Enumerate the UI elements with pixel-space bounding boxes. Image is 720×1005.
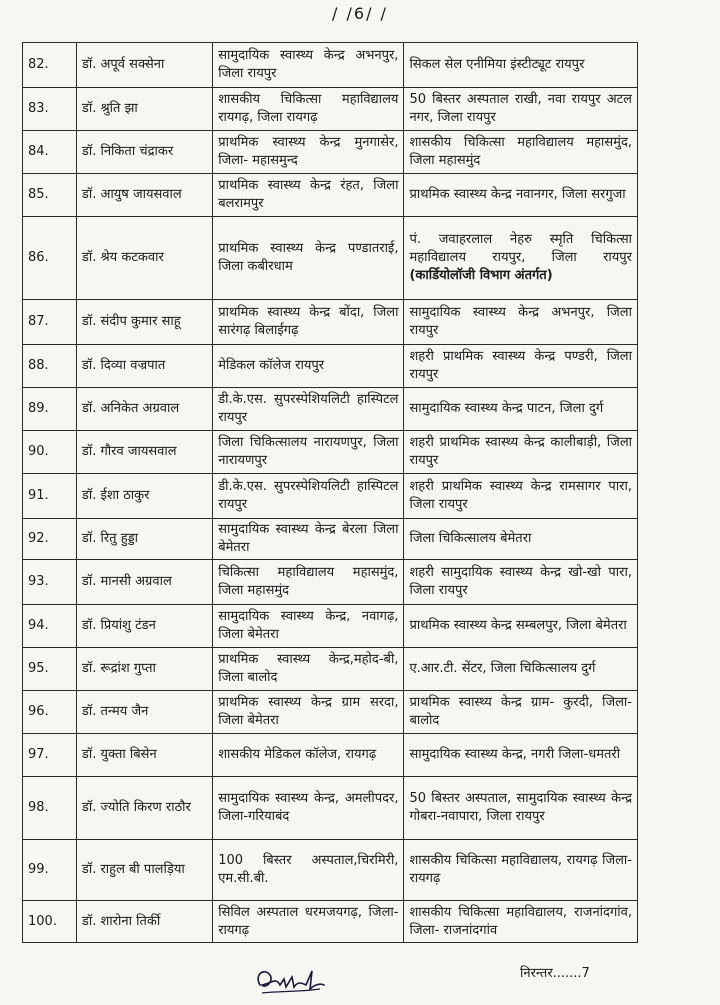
- current-posting: शासकीय मेडिकल कॉलेज, रायगढ़: [213, 734, 404, 777]
- new-posting-text: शासकीय चिकित्सा महाविद्यालय, रायगढ़ जिला-रायगढ़: [409, 853, 632, 886]
- table-row: [23, 648, 638, 691]
- new-posting: [404, 605, 638, 648]
- new-posting: [404, 345, 638, 388]
- doctor-name: डॉ. युक्ता बिसेन: [76, 734, 212, 777]
- new-posting: [404, 777, 638, 840]
- new-posting-text: सामुदायिक स्वास्थ्य केन्द्र पाटन, जिला दुर्ग: [409, 401, 604, 416]
- doctor-name: डॉ. रितु हुड्डा: [76, 519, 212, 560]
- doctor-name: डॉ. आयुष जायसवाल: [76, 174, 212, 217]
- serial-number: 96.: [23, 691, 77, 734]
- table-row: [23, 840, 638, 901]
- new-posting-text: शहरी प्राथमिक स्वास्थ्य केन्द्र रामसागर पारा, जिला रायपुर: [409, 479, 632, 512]
- table-row: [23, 431, 638, 474]
- table-row: [23, 777, 638, 840]
- table-row: [23, 560, 638, 605]
- new-posting: [404, 560, 638, 605]
- table-row: [23, 691, 638, 734]
- doctor-name: डॉ. प्रियांशु टंडन: [76, 605, 212, 648]
- new-posting-text: शहरी सामुदायिक स्वास्थ्य केन्द्र खो-खो पारा, जिला रायपुर: [409, 565, 632, 598]
- new-posting-text: सामुदायिक स्वास्थ्य केन्द्र, नगरी जिला-धमतरी: [409, 747, 621, 762]
- serial-number: 88.: [23, 345, 77, 388]
- new-posting-text: जिला चिकित्सालय बेमेतरा: [409, 531, 532, 546]
- current-posting: सिविल अस्पताल धरमजयगढ़, जिला-रायगढ़: [213, 901, 404, 943]
- new-posting-text: पं. जवाहरलाल नेहरु स्मृति चिकित्सा महाविद्यालय रायपुर, जिला रायपुर: [409, 232, 632, 265]
- doctor-name: डॉ. शारोना तिर्की: [76, 901, 212, 943]
- current-posting: प्राथमिक स्वास्थ्य केन्द्र,महोद-बी, जिला बालोद: [213, 648, 404, 691]
- table-row: [23, 345, 638, 388]
- doctor-name: डॉ. ईशा ठाकुर: [76, 474, 212, 519]
- doctor-name: डॉ. मानसी अग्रवाल: [76, 560, 212, 605]
- new-posting-text: शहरी प्राथमिक स्वास्थ्य केन्द्र पण्डरी, जिला रायपुर: [409, 349, 632, 382]
- table-row: [23, 217, 638, 300]
- table-row: [23, 300, 638, 345]
- serial-number: 95.: [23, 648, 77, 691]
- continued-note: निरन्तर.......7: [520, 966, 590, 981]
- current-posting: मेडिकल कॉलेज रायपुर: [213, 345, 404, 388]
- new-posting-text: शासकीय चिकित्सा महाविद्यालय महासमुंद, जिला महासमुंद: [409, 135, 632, 168]
- new-posting: [404, 174, 638, 217]
- new-posting: [404, 474, 638, 519]
- new-posting: [404, 734, 638, 777]
- new-posting-text: ए.आर.टी. सेंटर, जिला चिकित्सालय दुर्ग: [409, 661, 596, 676]
- current-posting: शासकीय चिकित्सा महाविद्यालय रायगढ़, जिला रायगढ़: [213, 88, 404, 131]
- doctor-name: डॉ. श्रुति झा: [76, 88, 212, 131]
- new-posting: [404, 43, 638, 88]
- page-number: / /6/ /: [332, 4, 388, 23]
- doctor-name: डॉ. संदीप कुमार साहू: [76, 300, 212, 345]
- current-posting: जिला चिकित्सालय नारायणपुर, जिला नारायणपुर: [213, 431, 404, 474]
- new-posting-text: सिकल सेल एनीमिया इंस्टीट्यूट रायपुर: [409, 57, 585, 72]
- new-posting-text: 50 बिस्तर अस्पताल, सामुदायिक स्वास्थ्य केन्द्र गोबरा-नवापारा, जिला रायपुर: [409, 791, 632, 824]
- doctor-name: डॉ. गौरव जायसवाल: [76, 431, 212, 474]
- current-posting: प्राथमिक स्वास्थ्य केन्द्र मुनगासेर, जिला- महासमुन्द: [213, 131, 404, 174]
- doctor-name: डॉ. अपूर्व सक्सेना: [76, 43, 212, 88]
- serial-number: 90.: [23, 431, 77, 474]
- new-posting: [404, 648, 638, 691]
- new-posting: [404, 691, 638, 734]
- serial-number: 85.: [23, 174, 77, 217]
- new-posting: [404, 519, 638, 560]
- serial-number: 98.: [23, 777, 77, 840]
- transfer-table: [22, 42, 638, 943]
- new-posting: [404, 431, 638, 474]
- serial-number: 86.: [23, 217, 77, 300]
- serial-number: 89.: [23, 388, 77, 431]
- new-posting-text: शासकीय चिकित्सा महाविद्यालय, राजनांदगांव, जिला- राजनांदगांव: [409, 904, 632, 938]
- department-note: (कार्डियोलॉजी विभाग अंतर्गत): [409, 268, 553, 283]
- table-row: [23, 474, 638, 519]
- serial-number: 82.: [23, 43, 77, 88]
- doctor-name: डॉ. निकिता चंद्राकर: [76, 131, 212, 174]
- table-row: [23, 131, 638, 174]
- signature-image: [250, 955, 330, 1003]
- serial-number: 94.: [23, 605, 77, 648]
- table-row: [23, 605, 638, 648]
- current-posting: सामुदायिक स्वास्थ्य केन्द्र बेरला जिला बेमेतरा: [213, 519, 404, 560]
- doctor-name: डॉ. ज्योति किरण राठौर: [76, 777, 212, 840]
- new-posting-text: प्राथमिक स्वास्थ्य केन्द्र नवानगर, जिला सरगुजा: [409, 187, 626, 202]
- new-posting: [404, 217, 638, 300]
- current-posting: प्राथमिक स्वास्थ्य केन्द्र रंहत, जिला बलरामपुर: [213, 174, 404, 217]
- table-row: [23, 88, 638, 131]
- current-posting: डी.के.एस. सुपरस्पेशियलिटी हास्पिटल रायपुर: [213, 388, 404, 431]
- current-posting: 100 बिस्तर अस्पताल,चिरमिरी, एम.सी.बी.: [213, 840, 404, 901]
- current-posting: डी.के.एस. सुपरस्पेशियलिटी हास्पिटल रायपुर: [213, 474, 404, 519]
- new-posting: [404, 88, 638, 131]
- serial-number: 97.: [23, 734, 77, 777]
- new-posting: [404, 300, 638, 345]
- new-posting: [404, 840, 638, 901]
- table-row: [23, 388, 638, 431]
- serial-number: 93.: [23, 560, 77, 605]
- new-posting-text: प्राथमिक स्वास्थ्य केन्द्र ग्राम- कुरदी, जिला-बालोद: [409, 695, 632, 728]
- table-row: [23, 901, 638, 943]
- new-posting-text: सामुदायिक स्वास्थ्य केन्द्र अभनपुर, जिला रायपुर: [409, 305, 632, 338]
- doctor-name: डॉ. दिव्या वज्रपात: [76, 345, 212, 388]
- current-posting: प्राथमिक स्वास्थ्य केन्द्र बोंदा, जिला सारंगढ़ बिलाईगढ़: [213, 300, 404, 345]
- serial-number: 92.: [23, 519, 77, 560]
- new-posting: [404, 388, 638, 431]
- table-row: [23, 519, 638, 560]
- table-row: [23, 43, 638, 88]
- new-posting-text: 50 बिस्तर अस्पताल राखी, नवा रायपुर अटल नगर, जिला रायपुर: [409, 92, 632, 125]
- current-posting: सामुदायिक स्वास्थ्य केन्द्र, नवागढ़, जिला बेमेतरा: [213, 605, 404, 648]
- table-row: [23, 734, 638, 777]
- serial-number: 99.: [23, 840, 77, 901]
- doctor-name: डॉ. तन्मय जैन: [76, 691, 212, 734]
- current-posting: सामुदायिक स्वास्थ्य केन्द्र, अमलीपदर, जिला-गरियाबंद: [213, 777, 404, 840]
- doctor-name: डॉ. अनिकेत अग्रवाल: [76, 388, 212, 431]
- new-posting-text: प्राथमिक स्वास्थ्य केन्द्र सम्बलपुर, जिला बेमेतरा: [409, 618, 627, 633]
- current-posting: प्राथमिक स्वास्थ्य केन्द्र पण्डातराई, जिला कबीरधाम: [213, 217, 404, 300]
- new-posting: [404, 131, 638, 174]
- serial-number: 87.: [23, 300, 77, 345]
- table-row: [23, 174, 638, 217]
- doctor-name: डॉ. श्रेय कटकवार: [76, 217, 212, 300]
- current-posting: प्राथमिक स्वास्थ्य केन्द्र ग्राम सरदा, जिला बेमेतरा: [213, 691, 404, 734]
- doctor-name: डॉ. रूद्रांश गुप्ता: [76, 648, 212, 691]
- serial-number: 84.: [23, 131, 77, 174]
- new-posting: [404, 901, 638, 943]
- serial-number: 91.: [23, 474, 77, 519]
- current-posting: चिकित्सा महाविद्यालय महासमुंद, जिला महासमुंद: [213, 560, 404, 605]
- table-body: [23, 43, 638, 943]
- doctor-name: डॉ. राहुल बी पालड़िया: [76, 840, 212, 901]
- current-posting: सामुदायिक स्वास्थ्य केन्द्र अभनपुर, जिला रायपुर: [213, 43, 404, 88]
- new-posting-text: शहरी प्राथमिक स्वास्थ्य केन्द्र कालीबाड़ी, जिला रायपुर: [409, 435, 632, 468]
- serial-number: 100.: [23, 901, 77, 943]
- serial-number: 83.: [23, 88, 77, 131]
